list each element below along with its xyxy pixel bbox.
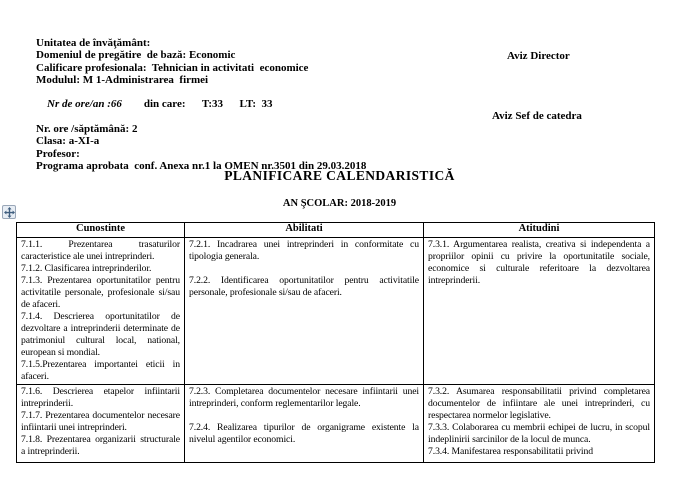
competency-item: 7.2.4. Realizarea tipurilor de organigrame existente la nivelul agentilor economici.	[189, 422, 419, 445]
competency-item: 7.1.6. Descrierea etapelor infiintarii intreprinderii.	[21, 386, 180, 409]
doc-info-module: Modulul: M 1-Administrarea firmei	[36, 73, 209, 86]
competency-item: 7.3.4. Manifestarea responsabilitatii privind	[428, 446, 593, 457]
competency-item: 7.1.5.Prezentarea importantei eticii in afaceri.	[21, 359, 180, 382]
cell-abilitati-row2	[185, 385, 424, 463]
competencies-table-wrap	[16, 222, 655, 463]
cell-atitudini-row1	[424, 238, 655, 385]
cell-cunostinte-row1	[17, 238, 185, 385]
table-row	[17, 385, 655, 463]
competency-item: 7.1.3. Prezentarea oportunitatilor pentru activitatile personale, profesionale si/sau de afaceri.	[21, 275, 180, 310]
aviz-director-label: Aviz Director	[507, 50, 570, 62]
doc-info-domain: Domeniul de pregătire de bază: Economic	[36, 49, 236, 62]
doc-info-hours-week: Nr. ore /săptămână: 2	[36, 123, 138, 136]
competency-item: 7.1.7. Prezentarea documentelor necesare infiintarii unei intreprinderi.	[21, 410, 180, 433]
competency-item: 7.2.1. Incadrarea unei intreprinderi in conformitate cu tipologia generala.	[189, 239, 419, 262]
doc-info-hours	[36, 86, 366, 123]
hours-per-year: Nr de ore/an :66	[47, 98, 122, 111]
school-year-subtitle: AN ŞCOLAR: 2018-2019	[282, 198, 397, 209]
competency-item: 7.1.2. Clasificarea intreprinderilor.	[21, 263, 152, 274]
competency-item: 7.2.3. Completarea documentelor necesare infiintarii unei intreprinderi, conform reglementarilor legale.	[189, 386, 419, 409]
column-header-cunostinte: Cunostinte	[17, 223, 185, 238]
competency-item: 7.2.2. Identificarea oportunitatilor pentru activitatile personale, profesionale si/sau de afaceri.	[189, 275, 419, 298]
table-row	[17, 238, 655, 385]
hours-breakdown: din care: T:33 LT: 33	[121, 98, 273, 111]
doc-info-teacher: Profesor:	[36, 147, 80, 160]
table-move-icon	[4, 207, 15, 218]
competency-item: 7.1.4. Descrierea oportunitatilor de dezvoltare a intreprinderii determinate de patrimoniul cultural local, national, european si mondial.	[21, 311, 180, 358]
doc-info-class: Clasa: a-XI-a	[36, 135, 100, 148]
column-header-abilitati: Abilitati	[185, 223, 424, 238]
table-move-handle[interactable]	[2, 205, 16, 219]
competency-item: 7.1.8. Prezentarea organizarii structurale a intreprinderii.	[21, 434, 180, 457]
doc-info-unit: Unitatea de învăţământ:	[36, 37, 151, 49]
doc-info-block	[36, 37, 366, 172]
competency-item: 7.3.2. Asumarea responsabilitatii privind completarea documentelor de infiintare ale unei intreprinderi, cu respectarea normelor legislative.	[428, 386, 650, 421]
aviz-sef-catedra-label: Aviz Sef de catedra	[492, 110, 582, 122]
page-title: PLANIFICARE CALENDARISTICĂ	[224, 168, 455, 183]
competency-item: 7.3.3. Colaborarea cu membrii echipei de lucru, in scopul indeplinirii sarcinilor de la locul de munca.	[428, 422, 650, 445]
competencies-table	[16, 222, 655, 463]
doc-info-program: Programa aprobata conf. Anexa nr.1 la OMEN nr.3501 din 29.03.2018	[36, 159, 367, 172]
cell-abilitati-row1	[185, 238, 424, 385]
cell-cunostinte-row2	[17, 385, 185, 463]
column-header-atitudini: Atitudini	[424, 223, 655, 238]
competency-item: 7.3.1. Argumentarea realista, creativa si independenta a propriilor opinii cu privire la oportunitatile sociale, economice si culturale referitoare la dezvoltarea intreprinderii.	[428, 239, 650, 286]
competency-item: 7.1.1. Prezentarea trasaturilor caracteristice ale unei intreprinderi.	[21, 239, 180, 262]
cell-atitudini-row2	[424, 385, 655, 463]
doc-info-qualification: Calificare profesionala: Tehnician in activitati economice	[36, 61, 309, 74]
